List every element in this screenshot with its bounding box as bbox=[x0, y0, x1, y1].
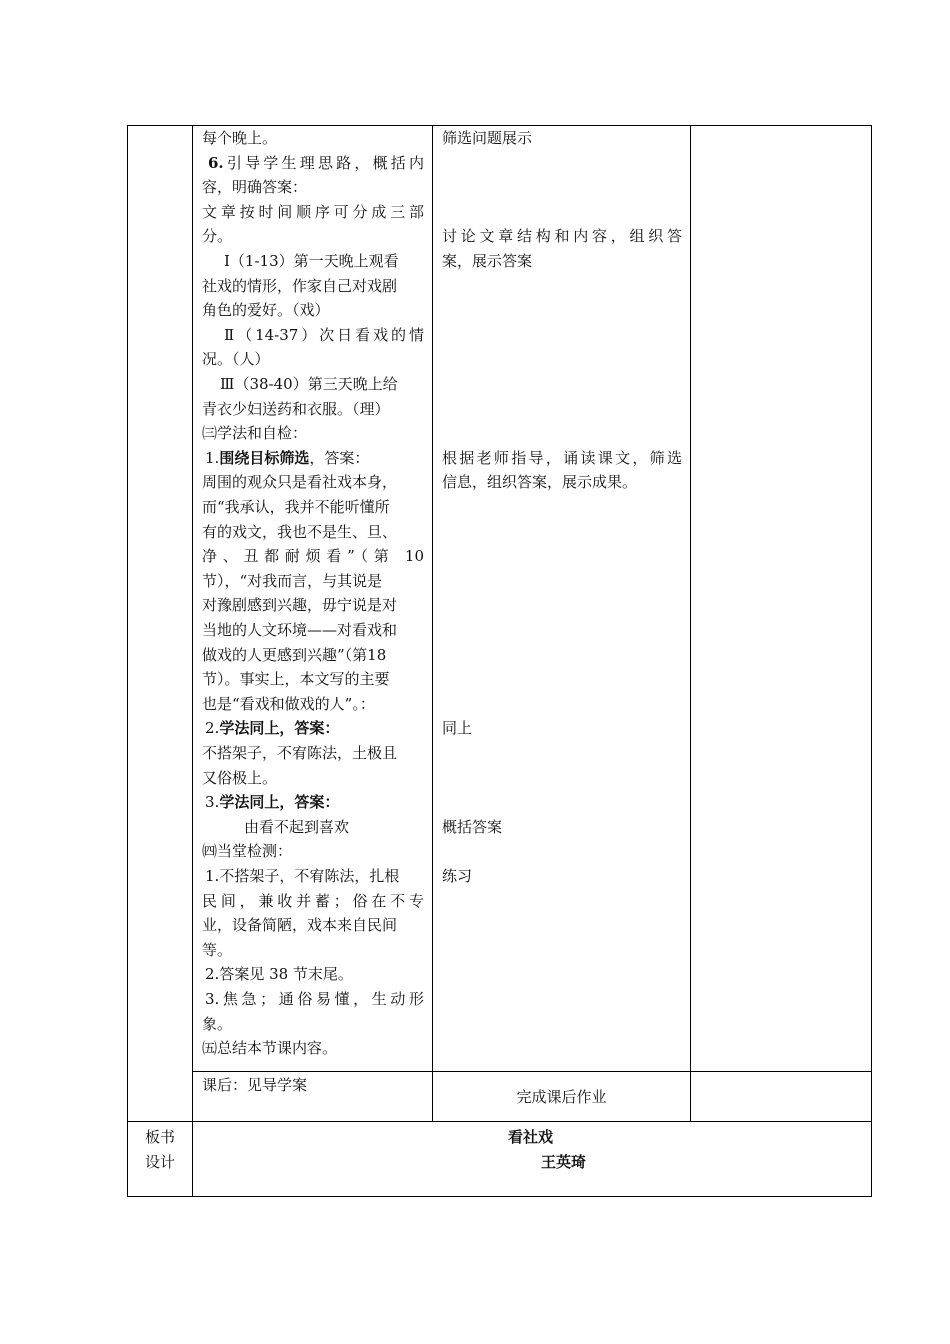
text-line bbox=[202, 618, 424, 643]
line-text: 有的戏文，我也不是生、旦、 bbox=[202, 522, 398, 541]
student-activity-line: 讨论文章结构和内容，组织答 bbox=[442, 227, 682, 246]
row-divider-after-class bbox=[192, 1071, 872, 1072]
text-line bbox=[205, 864, 424, 889]
text-line bbox=[202, 421, 424, 446]
text-line bbox=[202, 298, 424, 323]
line-text: 净、丑都耐烦看”（第 10 bbox=[202, 547, 424, 566]
line-text: 节）。事实上，本文写的主要 bbox=[202, 670, 390, 689]
text-line bbox=[202, 470, 424, 495]
student-activity-line: 同上 bbox=[442, 719, 473, 738]
line-text: 文章按时间顺序可分成三部 bbox=[202, 202, 424, 221]
text-line bbox=[202, 938, 424, 963]
col3-divider bbox=[690, 125, 691, 1122]
line-text: 节），“对我而言，与其说是 bbox=[202, 571, 383, 590]
line-text: Ⅲ（38-40）第三天晚上给 bbox=[220, 375, 398, 393]
line-text: Ⅰ（1-13）第一天晚上观看 bbox=[224, 252, 399, 270]
line-text: 也是“看戏和做戏的人”。： bbox=[202, 694, 375, 713]
line-text: 对豫剧感到兴趣，毋宁说是对 bbox=[202, 596, 398, 615]
text-line bbox=[202, 593, 424, 618]
text-line bbox=[202, 397, 424, 422]
text-line bbox=[202, 495, 424, 520]
line-text: ㈣当堂检测： bbox=[202, 842, 293, 861]
line-text: 而“我承认，我并不能听懂所 bbox=[202, 498, 390, 516]
student-activity-line: 练习 bbox=[442, 867, 473, 885]
table-bottom-border bbox=[127, 1196, 872, 1197]
item-number: 3. bbox=[205, 990, 220, 1008]
line-text: ㈢学法和自检： bbox=[202, 424, 308, 443]
text-line bbox=[202, 544, 424, 569]
line-text: 社戏的情形，作家自己对戏剧 bbox=[202, 276, 398, 295]
item-number: 1. bbox=[205, 448, 220, 467]
text-line bbox=[202, 1012, 424, 1037]
text-line bbox=[202, 520, 424, 545]
text-line bbox=[202, 889, 424, 914]
item-number: 2. bbox=[205, 965, 220, 984]
line-text: 况。（人） bbox=[202, 350, 270, 369]
text-line bbox=[205, 446, 424, 471]
line-text: 周围的观众只是看社戏本身， bbox=[202, 473, 398, 492]
board-design-label-2: 设计 bbox=[144, 1153, 175, 1171]
student-activity-line: 概括答案 bbox=[442, 817, 503, 836]
text-line bbox=[202, 200, 424, 225]
line-text: 答案见 38 节末尾。 bbox=[219, 965, 353, 984]
table-left-border bbox=[127, 125, 128, 1197]
text-line bbox=[205, 790, 424, 815]
text-line bbox=[205, 716, 424, 741]
text-line bbox=[202, 347, 424, 372]
line-text: 青衣少妇送药和衣服。（理） bbox=[202, 399, 390, 418]
text-line bbox=[220, 372, 424, 397]
line-text: 做戏的人更感到兴趣”（第18 bbox=[202, 645, 387, 664]
item-number: 3. bbox=[205, 793, 220, 812]
after-class-homework: 完成课后作业 bbox=[516, 1088, 607, 1106]
text-line bbox=[202, 175, 424, 200]
row-divider-board bbox=[127, 1121, 872, 1122]
board-title: 看社戏 bbox=[508, 1128, 554, 1146]
line-text: 由看不起到喜欢 bbox=[244, 817, 350, 836]
text-line bbox=[224, 323, 424, 348]
line-text: 每个晚上。 bbox=[202, 129, 278, 147]
board-author: 王英琦 bbox=[541, 1153, 587, 1171]
line-text: 又俗极上。 bbox=[202, 768, 278, 787]
text-line bbox=[202, 643, 424, 668]
text-line bbox=[244, 815, 424, 840]
text-line bbox=[202, 692, 424, 717]
item-number: 1. bbox=[205, 867, 220, 885]
text-line bbox=[202, 274, 424, 299]
col1-divider bbox=[192, 125, 193, 1197]
text-line bbox=[202, 839, 424, 864]
line-text: 分。 bbox=[202, 227, 233, 246]
line-text: 象。 bbox=[202, 1014, 233, 1033]
line-text: 焦急；通俗易懂，生动形 bbox=[219, 990, 424, 1008]
item-number: 2. bbox=[205, 719, 220, 738]
bold-text: 围绕目标筛选 bbox=[219, 448, 310, 467]
table-right-border bbox=[871, 125, 872, 1197]
line-text: 等。 bbox=[202, 940, 233, 959]
text-line bbox=[208, 151, 424, 176]
text-line bbox=[202, 913, 424, 938]
line-text: 当地的人文环境——对看戏和 bbox=[202, 621, 398, 639]
text-line bbox=[202, 126, 424, 151]
student-activity-line: 案，展示答案 bbox=[442, 252, 533, 270]
text-line bbox=[205, 962, 424, 987]
student-activity-line: 信息，组织答案，展示成果。 bbox=[442, 473, 638, 492]
line-text: 容，明确答案： bbox=[202, 178, 308, 197]
bold-text: 学法同上，答案： bbox=[219, 719, 340, 738]
line-text: 角色的爱好。（戏） bbox=[202, 301, 330, 320]
student-activity-line: 筛选问题展示 bbox=[442, 129, 533, 147]
text-line bbox=[202, 569, 424, 594]
line-text: 民间，兼收并蓄；俗在不专 bbox=[202, 891, 424, 910]
text-line bbox=[202, 667, 424, 692]
col2-divider bbox=[432, 125, 433, 1122]
board-design-label-1: 板书 bbox=[144, 1128, 175, 1146]
text-line bbox=[205, 987, 424, 1012]
line-text: 不搭架子，不宥陈法，扎根 bbox=[219, 867, 400, 885]
bold-text: 学法同上，答案： bbox=[219, 793, 340, 812]
item-number: 6. bbox=[208, 153, 224, 172]
text-line bbox=[202, 741, 424, 766]
text-line bbox=[202, 1036, 424, 1061]
student-activity-line: 根据老师指导，诵读课文，筛选 bbox=[442, 448, 682, 467]
line-text: 不搭架子，不宥陈法，土极且 bbox=[202, 744, 398, 762]
text-line bbox=[202, 224, 424, 249]
line-text: ㈤总结本节课内容。 bbox=[202, 1039, 338, 1058]
text-line bbox=[202, 766, 424, 791]
line-text: 业，设备简陋，戏本来自民间 bbox=[202, 916, 398, 935]
line-text: ，答案： bbox=[309, 448, 370, 467]
after-class-assignment: 课后：见导学案 bbox=[202, 1076, 308, 1094]
line-text: 引导学生理思路，概括内 bbox=[223, 153, 424, 172]
text-line bbox=[224, 249, 424, 274]
line-text: Ⅱ（14-37）次日看戏的情 bbox=[224, 325, 424, 344]
